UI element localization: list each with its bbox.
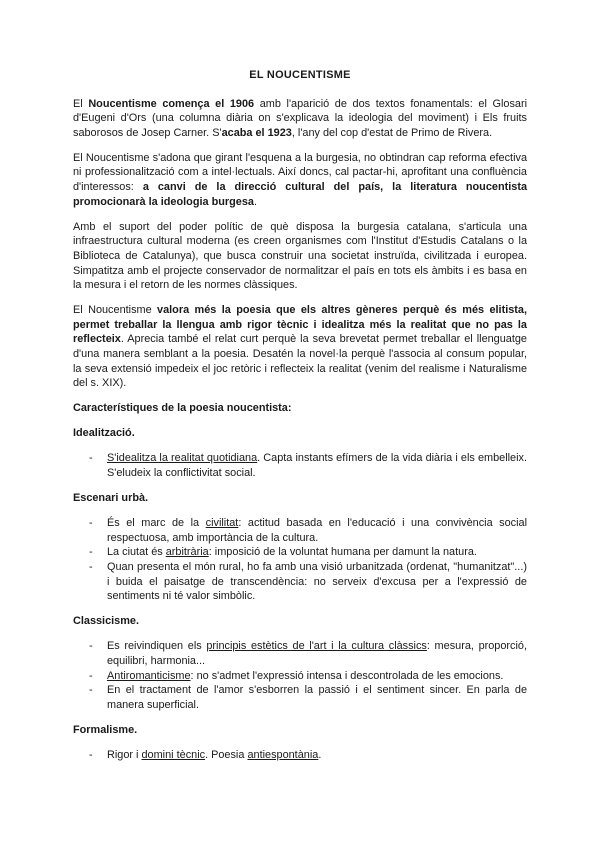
list-item xyxy=(73,560,527,604)
section-heading-classicisme: Classicisme. xyxy=(73,615,139,628)
dash-bullet: - xyxy=(89,748,93,761)
list-escenari xyxy=(73,516,527,604)
text-span: . xyxy=(253,195,257,208)
document-page xyxy=(73,68,527,773)
list-item xyxy=(73,669,527,684)
paragraph-origins xyxy=(73,97,527,141)
text-span: El Noucentisme xyxy=(73,304,158,317)
bold-text: valora més la poesia que els altres gèneres perquè és més elitista, permet treballar la llengua amb rigor tècnic i idealitza més la realitat que no pas la reflecteix xyxy=(73,304,527,346)
underlined-text: arbitrària xyxy=(165,546,209,559)
underlined-text: antiespontània xyxy=(247,748,319,761)
dash-bullet: - xyxy=(89,669,93,682)
list-item xyxy=(73,545,527,560)
dash-bullet: - xyxy=(89,517,93,530)
list-classicisme xyxy=(73,639,527,712)
dash-bullet: - xyxy=(89,684,93,697)
underlined-text: civilitat xyxy=(205,517,239,530)
text-span: El xyxy=(73,97,89,110)
text-span: . xyxy=(318,748,322,761)
text-span: En el tractament de l'amor s'esborren la passió i el sentiment sincer. En parla de manera superficial. xyxy=(107,684,527,711)
text-span: amb l'aparició de dos textos fonamentals: el Glosari d'Eugeni d'Ors (una columna diària on s'explicava la ideologia del moviment) i Els fruits saborosos de Josep Carner. S' xyxy=(73,97,527,139)
bold-text: Noucentisme comença el 1906 xyxy=(88,97,255,110)
text-span: . Aprecia també el relat curt perquè la seva brevetat permet treballar el llenguatge d'una manera semblant a la poesia. Desatén la novel·la perquè l'associa al consum popular, la seva extensió impedeix el joc retòric i reflecteix la realitat (venim del realisme i Naturalisme del s. XIX). xyxy=(73,333,527,390)
dash-bullet: - xyxy=(89,640,93,653)
text-span: . Poesia xyxy=(205,748,248,761)
bold-text: acaba el 1923 xyxy=(221,126,292,139)
list-item xyxy=(73,451,527,480)
list-item xyxy=(73,683,527,712)
bold-text: a canvi de la direcció cultural del país, la literatura noucentista promocionarà la ideologia burgesa xyxy=(73,181,527,208)
underlined-text: Antiromanticisme xyxy=(107,669,191,682)
document-title: EL NOUCENTISME xyxy=(249,69,351,81)
paragraph-bourgeoisie xyxy=(73,151,527,209)
text-span: : actitud basada en l'educació i una convivència social respectuosa, amb importància de la cultura. xyxy=(107,517,528,544)
paragraph-poetry xyxy=(73,303,527,391)
characteristics-heading: Característiques de la poesia noucentista: xyxy=(73,402,292,415)
text-span: . Capta instants efímers de la vida diària i els embelleix. S'eludeix la conflictivitat social. xyxy=(107,452,527,480)
list-item xyxy=(73,516,527,545)
paragraph-infrastructure: Amb el suport del poder polític de què disposa la burgesia catalana, s'articula una infraestructura cultural moderna (es creen organismes com l'Institut d'Estudis Catalans o la Biblioteca de Catalunya), que busca construir una societat instruïda, civilitzada i europea. Simpatitza amb el projecte conservador de normalitzar el país en tots els àmbits i es basa en la mesura i el retorn de les normes clàssiques. xyxy=(73,220,527,292)
text-span: Rigor i xyxy=(107,748,142,761)
text-span: , l'any del cop d'estat de Primo de Rivera. xyxy=(291,126,493,139)
underlined-text: principis estètics de l'art i la cultura clàssics xyxy=(206,640,427,653)
text-span: Es reivindiquen els xyxy=(107,640,207,653)
underlined-text: S'idealitza la realitat quotidiana xyxy=(107,452,258,465)
text-span: : no s'admet l'expressió intensa i descontrolada de les emocions. xyxy=(190,669,504,682)
list-idealitzacio xyxy=(73,451,527,480)
text-span: Quan presenta el món rural, ho fa amb una visió urbanitzada (ordenat, "humanitzat"...) i buida el paisatge de transcendència: no serveix d'excusa per a l'expressió de sentiments ni té valor simbòlic. xyxy=(107,561,527,603)
section-heading-escenari: Escenari urbà. xyxy=(73,492,149,505)
dash-bullet: - xyxy=(89,546,93,559)
text-span: La ciutat és xyxy=(107,546,166,559)
section-heading-formalisme: Formalisme. xyxy=(73,723,138,736)
list-item xyxy=(73,748,527,763)
text-span: : mesura, proporció, equilibri, harmonia... xyxy=(107,640,527,667)
dash-bullet: - xyxy=(89,561,93,574)
list-item xyxy=(73,639,527,668)
section-heading-idealitzacio: Idealització. xyxy=(73,427,135,440)
dash-bullet: - xyxy=(89,452,93,465)
underlined-text: domini tècnic xyxy=(141,748,206,761)
list-formalisme xyxy=(73,748,527,763)
text-span: És el marc de la xyxy=(107,517,206,530)
text-span: : imposició de la voluntat humana per damunt la natura. xyxy=(208,546,477,559)
text-span: El Noucentisme s'adona que girant l'esquena a la burgesia, no obtindran cap reforma efectiva ni professionalització com a intel·lectuals. Així doncs, cal pactar-hi, aprofitant una confluència d'interessos: xyxy=(73,151,527,194)
